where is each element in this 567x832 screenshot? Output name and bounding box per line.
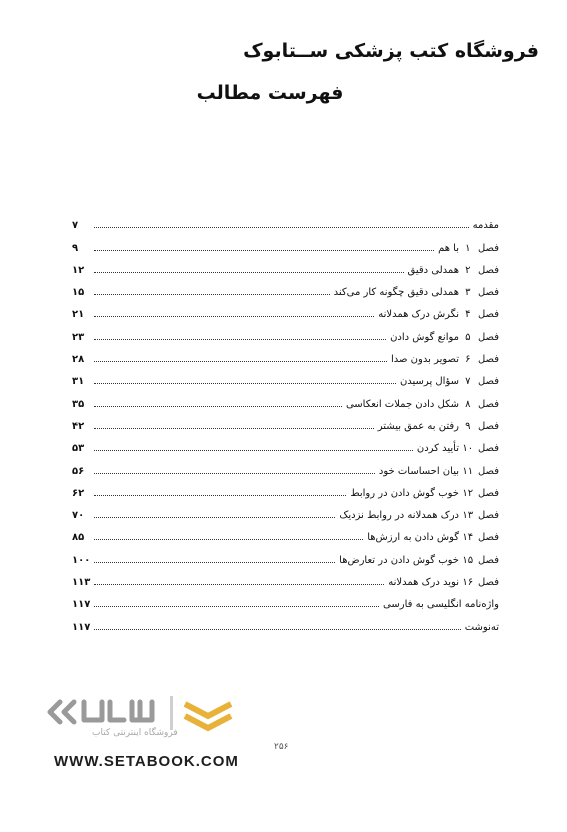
toc-chapter-label bbox=[459, 555, 499, 566]
toc-leader-dots bbox=[94, 562, 335, 563]
toc-title: فهرست مطالب bbox=[196, 82, 344, 104]
toc-leader-dots bbox=[94, 227, 469, 228]
toc-entry-title: تصویر بدون صدا bbox=[390, 354, 459, 366]
toc-entry-title: نگرش درک همدلانه bbox=[378, 309, 459, 321]
toc-page-number: ۱۰۰ bbox=[72, 554, 91, 566]
toc-leader-dots bbox=[94, 539, 363, 540]
toc-entry bbox=[72, 365, 499, 387]
toc-leader-dots bbox=[94, 606, 379, 607]
setabook-watermark bbox=[40, 690, 250, 780]
toc-chapter-word: فصل bbox=[477, 554, 499, 566]
toc-chapter-label bbox=[459, 488, 499, 499]
toc-page-number: ۳۵ bbox=[72, 398, 85, 410]
toc-leader-dots bbox=[94, 250, 434, 251]
toc-page-number: ۸۵ bbox=[72, 532, 85, 544]
toc-leader-dots bbox=[94, 495, 346, 496]
toc-page-number: ۱۲ bbox=[72, 264, 85, 276]
toc-chapter-number: ۷ bbox=[465, 376, 471, 388]
toc-entry bbox=[72, 454, 499, 476]
toc-chapter-label bbox=[459, 421, 499, 432]
toc-chapter-number: ۹ bbox=[465, 420, 471, 432]
toc-page-number: ۷ bbox=[72, 220, 79, 232]
toc-entry bbox=[72, 276, 499, 298]
toc-entry bbox=[72, 543, 499, 565]
toc-leader-dots bbox=[94, 339, 386, 340]
toc-chapter-word: فصل bbox=[477, 354, 499, 366]
toc-leader-dots bbox=[94, 473, 375, 474]
toc-chapter-number: ۱۳ bbox=[462, 510, 474, 522]
toc-page-number: ۱۱۳ bbox=[72, 577, 91, 589]
toc-entry-title: خوب گوش دادن در روابط bbox=[350, 487, 459, 499]
toc-entry bbox=[72, 387, 499, 409]
toc-chapter-word: فصل bbox=[477, 487, 499, 499]
toc-chapter-word: فصل bbox=[477, 398, 499, 410]
toc-chapter-label bbox=[459, 399, 499, 410]
toc-entry-title: با هم bbox=[438, 242, 459, 254]
toc-entry-title: همدلی دقیق چگونه کار می‌کند bbox=[333, 287, 459, 299]
toc-entry-title: تەنوشت bbox=[464, 621, 499, 633]
toc-chapter-label bbox=[459, 443, 499, 454]
toc-entry bbox=[72, 566, 499, 588]
toc-chapter-label bbox=[459, 532, 499, 543]
toc-chapter-label bbox=[459, 243, 499, 254]
toc-chapter-word: فصل bbox=[477, 287, 499, 299]
toc-chapter-number: ۴ bbox=[465, 309, 471, 321]
toc-entry-title: شکل دادن جملات انعکاسی bbox=[345, 398, 459, 410]
toc-leader-dots bbox=[94, 361, 387, 362]
toc-chapter-number: ۱۰ bbox=[462, 443, 474, 455]
toc-entry bbox=[72, 432, 499, 454]
toc-chapter-word: فصل bbox=[477, 510, 499, 522]
toc-entry-title: گوش دادن به ارزش‌ها bbox=[367, 532, 459, 544]
toc-entry-title: سؤال پرسیدن bbox=[399, 376, 459, 388]
toc-chapter-label bbox=[459, 309, 499, 320]
toc-chapter-word: فصل bbox=[477, 331, 499, 343]
toc-leader-dots bbox=[94, 517, 335, 518]
toc-leader-dots bbox=[94, 316, 374, 317]
toc-chapter-number: ۳ bbox=[465, 287, 471, 299]
toc-chapter-label bbox=[459, 376, 499, 387]
toc-chapter-number: ۱۲ bbox=[462, 487, 474, 499]
toc-entry bbox=[72, 209, 499, 231]
toc-entry-title: واژه‌نامه انگلیسی به فارسی bbox=[383, 599, 499, 611]
toc-entry bbox=[72, 477, 499, 499]
toc-page-number: ۴۲ bbox=[72, 420, 85, 432]
toc-page-number: ۲۸ bbox=[72, 354, 85, 366]
toc-chapter-label bbox=[459, 466, 499, 477]
toc-entry bbox=[72, 231, 499, 253]
toc-page-number: ۵۳ bbox=[72, 443, 85, 455]
toc-entry bbox=[72, 521, 499, 543]
toc-chapter-word: فصل bbox=[477, 264, 499, 276]
store-name-header: فروشگاه کتب پزشکی ســتابوک bbox=[243, 40, 539, 62]
table-of-contents bbox=[72, 209, 499, 633]
toc-entry bbox=[72, 320, 499, 342]
toc-chapter-word: فصل bbox=[477, 376, 499, 388]
toc-page-number: ۵۶ bbox=[72, 465, 85, 477]
toc-chapter-number: ۱ bbox=[465, 242, 471, 254]
toc-page-number: ۹ bbox=[72, 242, 79, 254]
toc-chapter-word: فصل bbox=[477, 577, 499, 589]
toc-chapter-word: فصل bbox=[477, 420, 499, 432]
toc-entry-title: خوب گوش دادن در تعارض‌ها bbox=[339, 554, 459, 566]
toc-page-number: ۷۰ bbox=[72, 510, 85, 522]
toc-chapter-number: ۱۱ bbox=[462, 465, 474, 477]
toc-chapter-word: فصل bbox=[477, 532, 499, 544]
setabook-logo-icon bbox=[40, 692, 240, 732]
toc-leader-dots bbox=[94, 406, 342, 407]
watermark-url: WWW.SETABOOK.COM bbox=[54, 753, 239, 770]
toc-entry-title: تأیید کردن bbox=[416, 443, 459, 455]
toc-leader-dots bbox=[94, 272, 404, 273]
toc-page-number: ۱۵ bbox=[72, 287, 85, 299]
toc-entry-title: همدلی دقیق bbox=[407, 264, 459, 276]
toc-page-number: ۶۲ bbox=[72, 487, 85, 499]
toc-chapter-number: ۸ bbox=[465, 398, 471, 410]
toc-leader-dots bbox=[94, 428, 374, 429]
toc-entry-title: رفتن به عمق بیشتر bbox=[377, 420, 459, 432]
page-number: ۲۵۶ bbox=[274, 742, 289, 752]
toc-leader-dots bbox=[94, 450, 413, 451]
toc-entry-title: درک همدلانه در روابط نزدیک bbox=[339, 510, 459, 522]
toc-page-number: ۲۳ bbox=[72, 331, 85, 343]
toc-entry-title: موانع گوش دادن bbox=[390, 331, 459, 343]
toc-leader-dots bbox=[94, 294, 330, 295]
toc-page-number: ۳۱ bbox=[72, 376, 85, 388]
toc-entry-title: بیان احساسات خود bbox=[378, 465, 459, 477]
toc-entry bbox=[72, 298, 499, 320]
toc-entry bbox=[72, 588, 499, 610]
toc-chapter-label bbox=[459, 265, 499, 276]
toc-entry bbox=[72, 254, 499, 276]
toc-chapter-word: فصل bbox=[477, 242, 499, 254]
toc-chapter-number: ۲ bbox=[465, 264, 471, 276]
toc-chapter-label bbox=[459, 577, 499, 588]
toc-leader-dots bbox=[94, 584, 384, 585]
toc-chapter-number: ۶ bbox=[465, 354, 471, 366]
toc-entry bbox=[72, 410, 499, 432]
toc-chapter-word: فصل bbox=[477, 309, 499, 321]
toc-chapter-word: فصل bbox=[477, 443, 499, 455]
toc-leader-dots bbox=[94, 383, 396, 384]
toc-chapter-label bbox=[459, 332, 499, 343]
toc-leader-dots bbox=[94, 629, 461, 630]
toc-entry-title: نوید درک همدلانه bbox=[388, 577, 459, 589]
toc-page-number: ۱۱۷ bbox=[72, 621, 91, 633]
toc-chapter-number: ۱۴ bbox=[462, 532, 474, 544]
toc-entry-title: مقدمه bbox=[472, 220, 499, 232]
watermark-subtitle: فروشگاه اینترنتی کتاب bbox=[92, 728, 178, 738]
toc-chapter-number: ۱۵ bbox=[462, 554, 474, 566]
toc-chapter-number: ۵ bbox=[465, 331, 471, 343]
toc-chapter-word: فصل bbox=[477, 465, 499, 477]
toc-chapter-label bbox=[459, 510, 499, 521]
toc-page-number: ۲۱ bbox=[72, 309, 85, 321]
toc-chapter-label bbox=[459, 354, 499, 365]
toc-entry bbox=[72, 610, 499, 632]
toc-chapter-label bbox=[459, 287, 499, 298]
toc-entry bbox=[72, 499, 499, 521]
toc-page-number: ۱۱۷ bbox=[72, 599, 91, 611]
toc-chapter-number: ۱۶ bbox=[462, 577, 474, 589]
toc-entry bbox=[72, 343, 499, 365]
